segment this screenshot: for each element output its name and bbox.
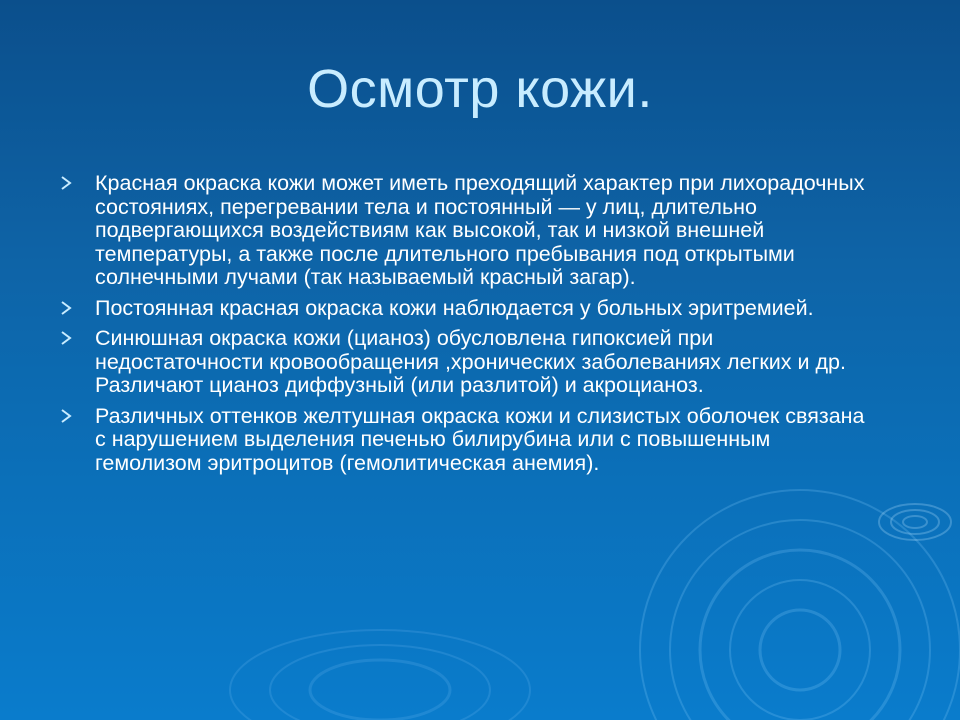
- bullet-list: [60, 172, 880, 482]
- bullet-item: [60, 327, 880, 398]
- bullet-text: Красная окраска кожи может иметь преходящий характер при лихорадочных состояниях, перегревании тела и постоянный — у лиц, длительно подвергающихся воздействиям как высокой, так и низкой внешней температуры, а также после длительного пребывания под открытыми солнечными лучами (так называемый красный загар).: [95, 171, 865, 289]
- chevron-right-icon: [60, 406, 74, 426]
- bullet-text: Синюшная окраска кожи (цианоз) обусловлена гипоксией при недостаточности кровообращения ,хронических заболеваниях легких и др. Различают цианоз диффузный (или разлитой) и акроцианоз.: [95, 326, 846, 397]
- slide-title: Осмотр кожи.: [307, 59, 653, 119]
- bullet-item: [60, 297, 880, 321]
- bullet-text: Различных оттенков желтушная окраска кожи и слизистых оболочек связана с нарушением выделения печенью билирубина или с повышенным гемолизом эритроцитов (гемолитическая анемия).: [95, 403, 865, 475]
- bullet-item: [60, 172, 880, 290]
- bullet-item: [60, 405, 880, 476]
- chevron-right-icon: [60, 328, 74, 348]
- chevron-right-icon: [60, 173, 74, 193]
- chevron-right-icon: [60, 298, 74, 318]
- bullet-text: Постоянная красная окраска кожи наблюдается у больных эритремией.: [95, 295, 814, 320]
